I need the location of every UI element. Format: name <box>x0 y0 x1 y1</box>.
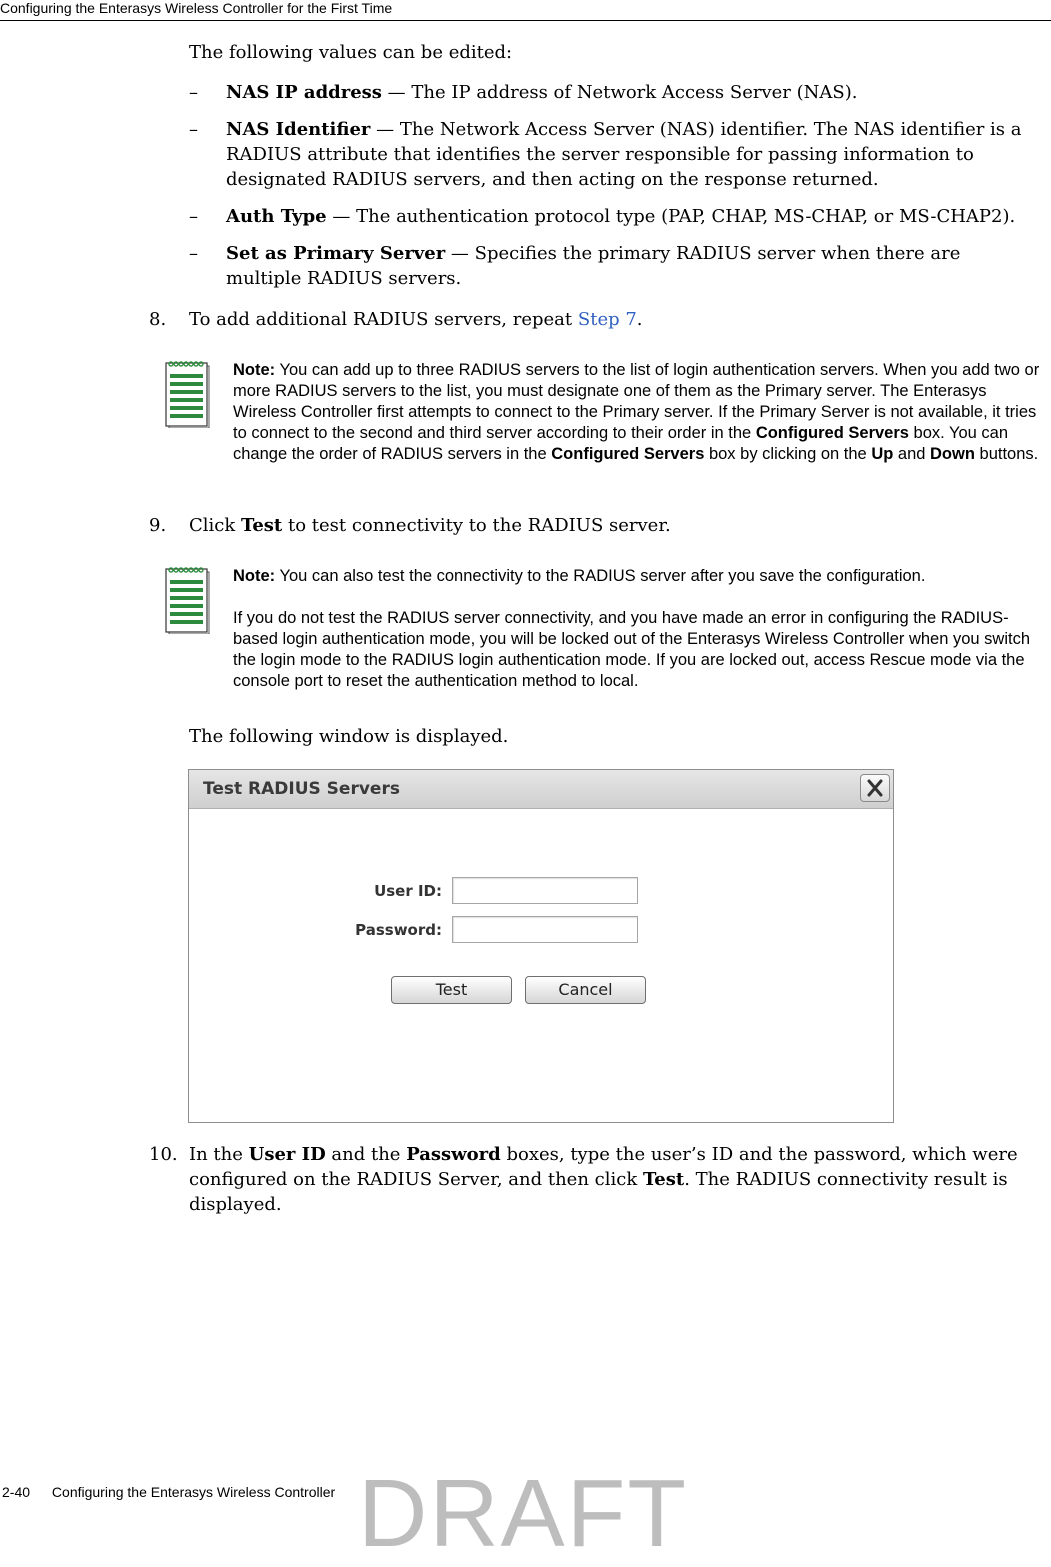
step-8: 8. To add additional RADIUS servers, repeat Step 7. <box>149 309 643 330</box>
description: Specifies the primary RADIUS server when there are multiple RADIUS servers. <box>226 243 961 289</box>
dialog-title: Test RADIUS Servers <box>203 779 400 799</box>
cancel-button[interactable]: Cancel <box>525 976 646 1004</box>
bullet-dash: – <box>189 243 198 264</box>
notepad-icon <box>165 566 211 634</box>
page-footer <box>2 1484 335 1500</box>
note-text: Note: You can add up to three RADIUS servers to the list of login authentication servers. When you add two or more RADIUS servers to the list, you must designate one of them as the Primary server. The Enterasys Wireless Controller first attempts to connect to the Primary server. If the Primary Server is not available, it tries to connect to the second and third server according to their order in the Configured Servers box. You can change the order of RADIUS servers in the Configured Servers box by clicking on the Up and Down buttons. <box>233 361 1040 463</box>
note-box <box>165 360 1051 490</box>
test-button[interactable]: Test <box>391 976 512 1004</box>
draft-watermark: DRAFT <box>358 1460 688 1567</box>
term: Auth Type <box>226 206 327 227</box>
term: NAS Identifier <box>226 119 371 140</box>
user-id-input[interactable] <box>452 877 638 904</box>
user-id-label: User ID: <box>374 882 442 900</box>
list-item: – NAS Identifier — The Network Access Server (NAS) identifier. The NAS identifier is a RADIUS attribute that identifies the server responsible for passing information to designated RADIUS servers, and then acting on the response returned. <box>189 119 1022 190</box>
footer-chapter-title: Configuring the Enterasys Wireless Controller <box>51 1484 336 1500</box>
description: The Network Access Server (NAS) identifier. The NAS identifier is a RADIUS attribute that identifies the server responsible for passing information to designated RADIUS servers, and then acting on the response returned. <box>226 119 1022 190</box>
notepad-icon <box>165 360 211 428</box>
running-header-title: Configuring the Enterasys Wireless Controller for the First Time <box>0 0 393 16</box>
intro-paragraph: The following values can be edited: <box>189 42 513 63</box>
note-text: Note: You can also test the connectivity to the RADIUS server after you save the configuration. If you do not test the RADIUS server connectivity, and you have made an error in configuring the RADIUS-based login authentication mode, you will be locked out of the Enterasys Wireless Controller when you switch the login mode to the RADIUS login authentication mode. If you are locked out, access Rescue mode via the console port to reset the authentication method to local. <box>233 567 1031 690</box>
bullet-dash: – <box>189 119 198 140</box>
password-input[interactable] <box>452 916 638 943</box>
term: NAS IP address <box>226 82 382 103</box>
step-9: 9. Click Test to test connectivity to the RADIUS server. <box>149 515 671 536</box>
bullet-dash: – <box>189 82 198 103</box>
page-number: 2-40 <box>2 1484 31 1500</box>
close-icon <box>861 775 889 801</box>
list-item: – NAS IP address — The IP address of Network Access Server (NAS). <box>189 82 858 103</box>
list-item: – Auth Type — The authentication protocol type (PAP, CHAP, MS-CHAP, or MS-CHAP2). <box>189 206 1016 227</box>
note-box <box>165 566 1051 701</box>
term: Set as Primary Server <box>226 243 446 264</box>
test-radius-servers-dialog <box>188 769 894 1123</box>
list-item: – Set as Primary Server — Specifies the primary RADIUS server when there are multiple RADIUS servers. <box>189 243 961 289</box>
editable-values-list <box>189 80 1039 303</box>
password-label: Password: <box>355 921 442 939</box>
step-number: 10. <box>149 1144 178 1165</box>
step-number: 8. <box>149 309 167 330</box>
step-7-link[interactable]: Step 7 <box>577 309 637 330</box>
window-displayed-text: The following window is displayed. <box>189 726 509 747</box>
bullet-dash: – <box>189 206 198 227</box>
description: The authentication protocol type (PAP, CHAP, MS-CHAP, or MS-CHAP2). <box>356 206 1016 227</box>
close-button[interactable] <box>860 774 890 802</box>
dialog-titlebar <box>189 770 893 809</box>
description: The IP address of Network Access Server (NAS). <box>411 82 858 103</box>
step-10: 10. In the User ID and the Password boxes, type the user’s ID and the password, which were configured on the RADIUS Server, and then click Test. The RADIUS connectivity result is displayed. <box>149 1144 1018 1215</box>
step-number: 9. <box>149 515 167 536</box>
running-header <box>0 0 1051 21</box>
